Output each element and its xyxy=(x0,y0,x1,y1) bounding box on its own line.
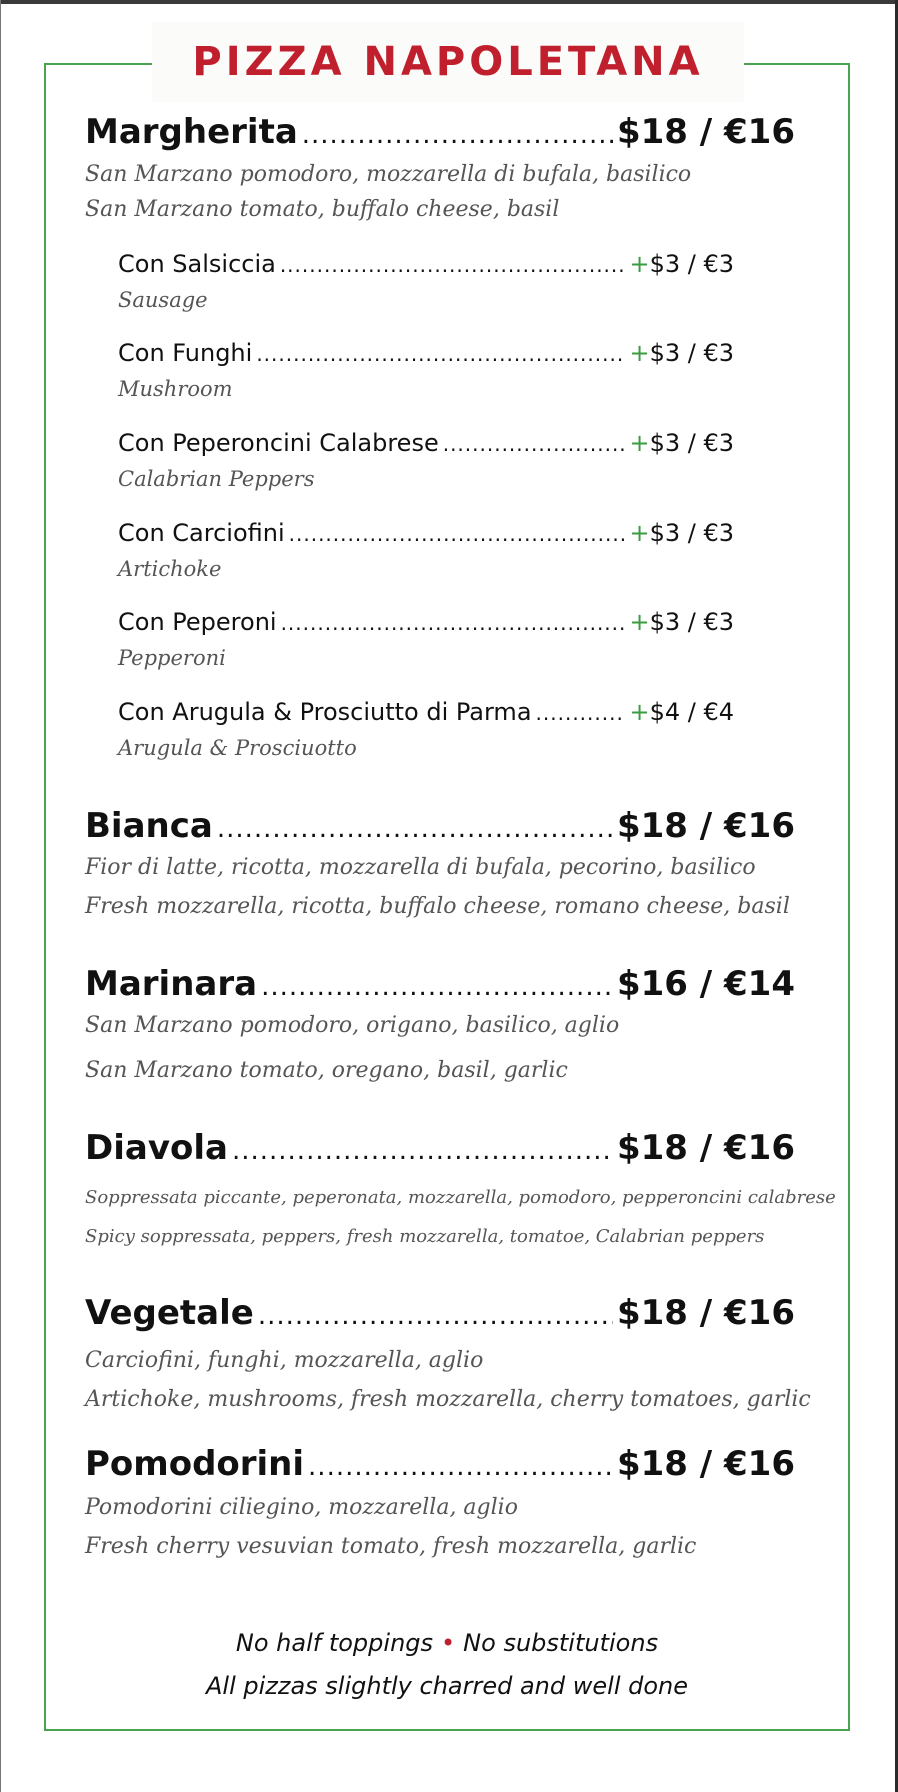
left-edge xyxy=(0,0,1,1792)
item-price: $18 / €16 xyxy=(616,1293,795,1333)
plus-sign: + xyxy=(629,339,650,367)
footer-charred-note: All pizzas slightly charred and well done xyxy=(205,1672,689,1700)
item-description-english: San Marzano tomato, oregano, basil, garlic xyxy=(85,1058,568,1083)
plus-sign: + xyxy=(629,608,650,636)
top-edge xyxy=(0,0,898,4)
addon-translation: Arugula & Prosciuotto xyxy=(118,736,357,760)
menu-title: PIZZA NAPOLETANA xyxy=(192,39,704,85)
plus-sign: + xyxy=(629,698,650,726)
menu-item-diavola xyxy=(85,1128,795,1172)
item-name: Bianca xyxy=(85,806,213,846)
menu-item-bianca xyxy=(85,806,795,850)
leader-dots xyxy=(302,120,613,150)
item-description-english: Artichoke, mushrooms, fresh mozzarella, cherry tomatoes, garlic xyxy=(85,1387,811,1412)
title-banner xyxy=(152,22,744,102)
item-price: $18 / €16 xyxy=(616,112,795,152)
addon-translation: Sausage xyxy=(118,288,208,312)
addon-translation: Mushroom xyxy=(118,377,233,401)
item-description-english: Fresh mozzarella, ricotta, buffalo cheese, romano cheese, basil xyxy=(85,894,790,919)
item-description-italian: Soppressata piccante, peperonata, mozzarella, pomodoro, pepperoncini calabrese xyxy=(85,1187,836,1208)
addon-name: Con Peperoncini Calabrese xyxy=(118,429,439,457)
item-price: $18 / €16 xyxy=(616,806,795,846)
leader-dots xyxy=(258,1301,613,1331)
item-description-italian: Fior di latte, ricotta, mozzarella di bufala, pecorino, basilico xyxy=(85,855,756,880)
item-name: Marinara xyxy=(85,964,258,1004)
no-half-toppings: No half toppings xyxy=(235,1629,434,1657)
addon-translation: Pepperoni xyxy=(118,646,226,670)
addon-translation: Artichoke xyxy=(118,557,222,581)
item-description-italian: San Marzano pomodoro, mozzarella di bufala, basilico xyxy=(85,162,692,187)
addon-translation: Calabrian Peppers xyxy=(118,467,315,491)
plus-sign: + xyxy=(629,429,650,457)
item-description-english: Fresh cherry vesuvian tomato, fresh mozzarella, garlic xyxy=(85,1534,697,1559)
leader-dots xyxy=(217,814,613,844)
menu-item-marinara xyxy=(85,964,795,1008)
plus-sign: + xyxy=(629,519,650,547)
leader-dots xyxy=(443,432,626,456)
item-price: $18 / €16 xyxy=(616,1128,795,1168)
addon-funghi xyxy=(118,339,734,371)
addon-price: $3 / €3 xyxy=(649,339,734,367)
leader-dots xyxy=(256,342,625,366)
addon-salsiccia xyxy=(118,250,734,282)
item-price: $16 / €14 xyxy=(616,964,795,1004)
item-name: Pomodorini xyxy=(85,1444,305,1484)
item-name: Margherita xyxy=(85,112,298,152)
leader-dots xyxy=(289,522,626,546)
leader-dots xyxy=(280,253,626,277)
menu-item-vegetale xyxy=(85,1293,795,1337)
addon-carciofini xyxy=(118,519,734,551)
addon-name: Con Salsiccia xyxy=(118,250,276,278)
item-description-italian: Pomodorini ciliegino, mozzarella, aglio xyxy=(85,1495,518,1520)
plus-sign: + xyxy=(629,250,650,278)
item-description-english: San Marzano tomato, buffalo cheese, basil xyxy=(85,197,560,222)
leader-dots xyxy=(281,611,626,635)
addon-price: $3 / €3 xyxy=(649,608,734,636)
item-description-italian: San Marzano pomodoro, origano, basilico, aglio xyxy=(85,1013,620,1038)
menu-item-pomodorini xyxy=(85,1444,795,1488)
addon-price: $3 / €3 xyxy=(649,250,734,278)
addon-name: Con Funghi xyxy=(118,339,253,367)
addon-price: $4 / €4 xyxy=(649,698,734,726)
addon-name: Con Peperoni xyxy=(118,608,277,636)
addon-peperoni xyxy=(118,608,734,640)
menu-item-margherita xyxy=(85,112,795,156)
addon-name: Con Arugula & Prosciutto di Parma xyxy=(118,698,532,726)
item-name: Diavola xyxy=(85,1128,228,1168)
leader-dots xyxy=(232,1136,613,1166)
addon-price: $3 / €3 xyxy=(649,519,734,547)
addon-price: $3 / €3 xyxy=(649,429,734,457)
item-price: $18 / €16 xyxy=(616,1444,795,1484)
leader-dots xyxy=(261,972,613,1002)
footer-policy-line xyxy=(44,1629,850,1657)
addon-arugula-prosciutto xyxy=(118,698,734,730)
leader-dots xyxy=(536,701,626,725)
addon-name: Con Carciofini xyxy=(118,519,285,547)
addon-peperoncini xyxy=(118,429,734,461)
item-description-english: Spicy soppressata, peppers, fresh mozzarella, tomatoe, Calabrian peppers xyxy=(85,1226,765,1247)
item-name: Vegetale xyxy=(85,1293,254,1333)
item-description-italian: Carciofini, funghi, mozzarella, aglio xyxy=(85,1348,484,1373)
bullet-separator: • xyxy=(441,1629,456,1657)
no-substitutions: No substitutions xyxy=(463,1629,659,1657)
leader-dots xyxy=(308,1452,613,1482)
